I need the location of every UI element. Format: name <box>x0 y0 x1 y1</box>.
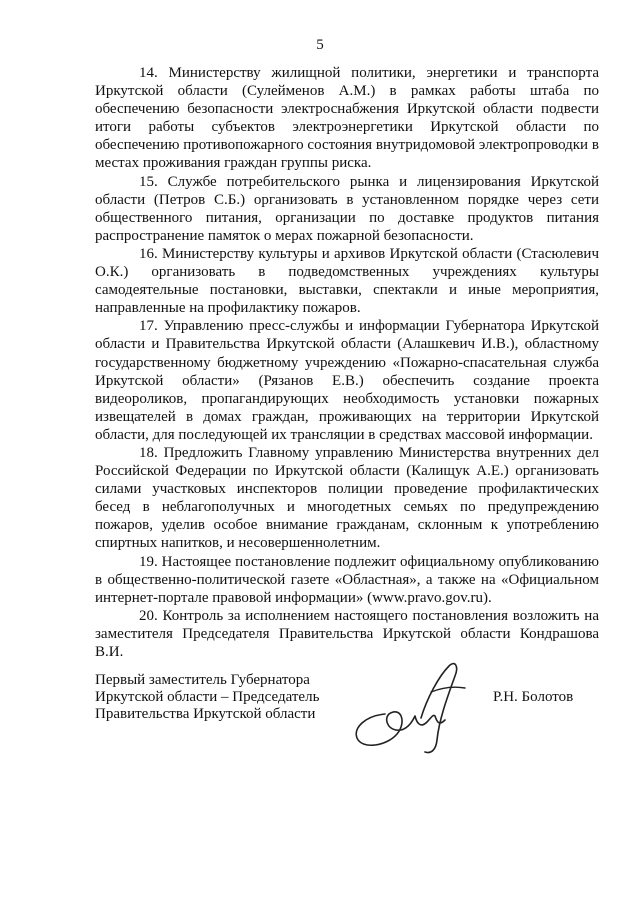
page-number: 5 <box>316 37 324 53</box>
paragraph-15: 15. Службе потребительского рынка и лицензирования Иркутской области (Петров С.Б.) организовать в установленном порядке через сети общественного питания, организации по доставке продуктов питания распространение памяток о мерах пожарной безопасности. <box>95 173 599 244</box>
signature-block <box>95 672 605 762</box>
paragraph-18: 18. Предложить Главному управлению Министерства внутренних дел Российской Федерации по Иркутской области (Калищук А.Е.) организовать силами участковых инспекторов полиции проведение профилактических бесед в неблагополучных и многодетных семьях по предупреждению пожаров, уделив особое внимание гражданам, склонным к употреблению спиртных напитков, и несовершеннолетним. <box>95 444 599 552</box>
signer-title: Первый заместитель Губернатора Иркутской области – Председатель Правительства Иркутской области <box>95 672 320 722</box>
paragraph-17: 17. Управлению пресс-службы и информации Губернатора Иркутской области и Правительства Иркутской области (Алашкевич И.В.), областному государственному бюджетному учреждению «Пожарно-спасательная служба Иркутской области» (Рязанов Е.В.) обеспечить создание проекта видеороликов, пропагандирующих необходимость установки пожарных извещателей в домах граждан, проживающих на территории Иркутской области, для последующей их трансляции в средствах массовой информации. <box>95 318 599 443</box>
paragraph-19: 19. Настоящее постановление подлежит официальному опубликованию в общественно-политической газете «Областная», а также на «Официальном интернет-портале правовой информации» (www.pravo.gov.ru). <box>95 553 599 606</box>
paragraph-20: 20. Контроль за исполнением настоящего постановления возложить на заместителя Председателя Правительства Иркутской области Кондрашова В.И. <box>95 607 599 660</box>
handwritten-signature <box>335 658 475 758</box>
paragraph-14: 14. Министерству жилищной политики, энергетики и транспорта Иркутской области (Сулейменов А.М.) в рамках работы штаба по обеспечению безопасности электроснабжения Иркутской области подвести итоги работы субъектов электроэнергетики Иркутской области по обеспечению противопожарного состояния внутридомовой электропроводки в местах проживания граждан группы риска. <box>95 65 599 172</box>
paragraph-16: 16. Министерству культуры и архивов Иркутской области (Стасюлевич О.К.) организовать в подведомственных учреждениях культуры самодеятельные постановки, выставки, спектакли и иные мероприятия, направленные на профилактику пожаров. <box>95 245 599 317</box>
document-body <box>95 64 599 661</box>
signer-name: Р.Н. Болотов <box>493 689 574 705</box>
